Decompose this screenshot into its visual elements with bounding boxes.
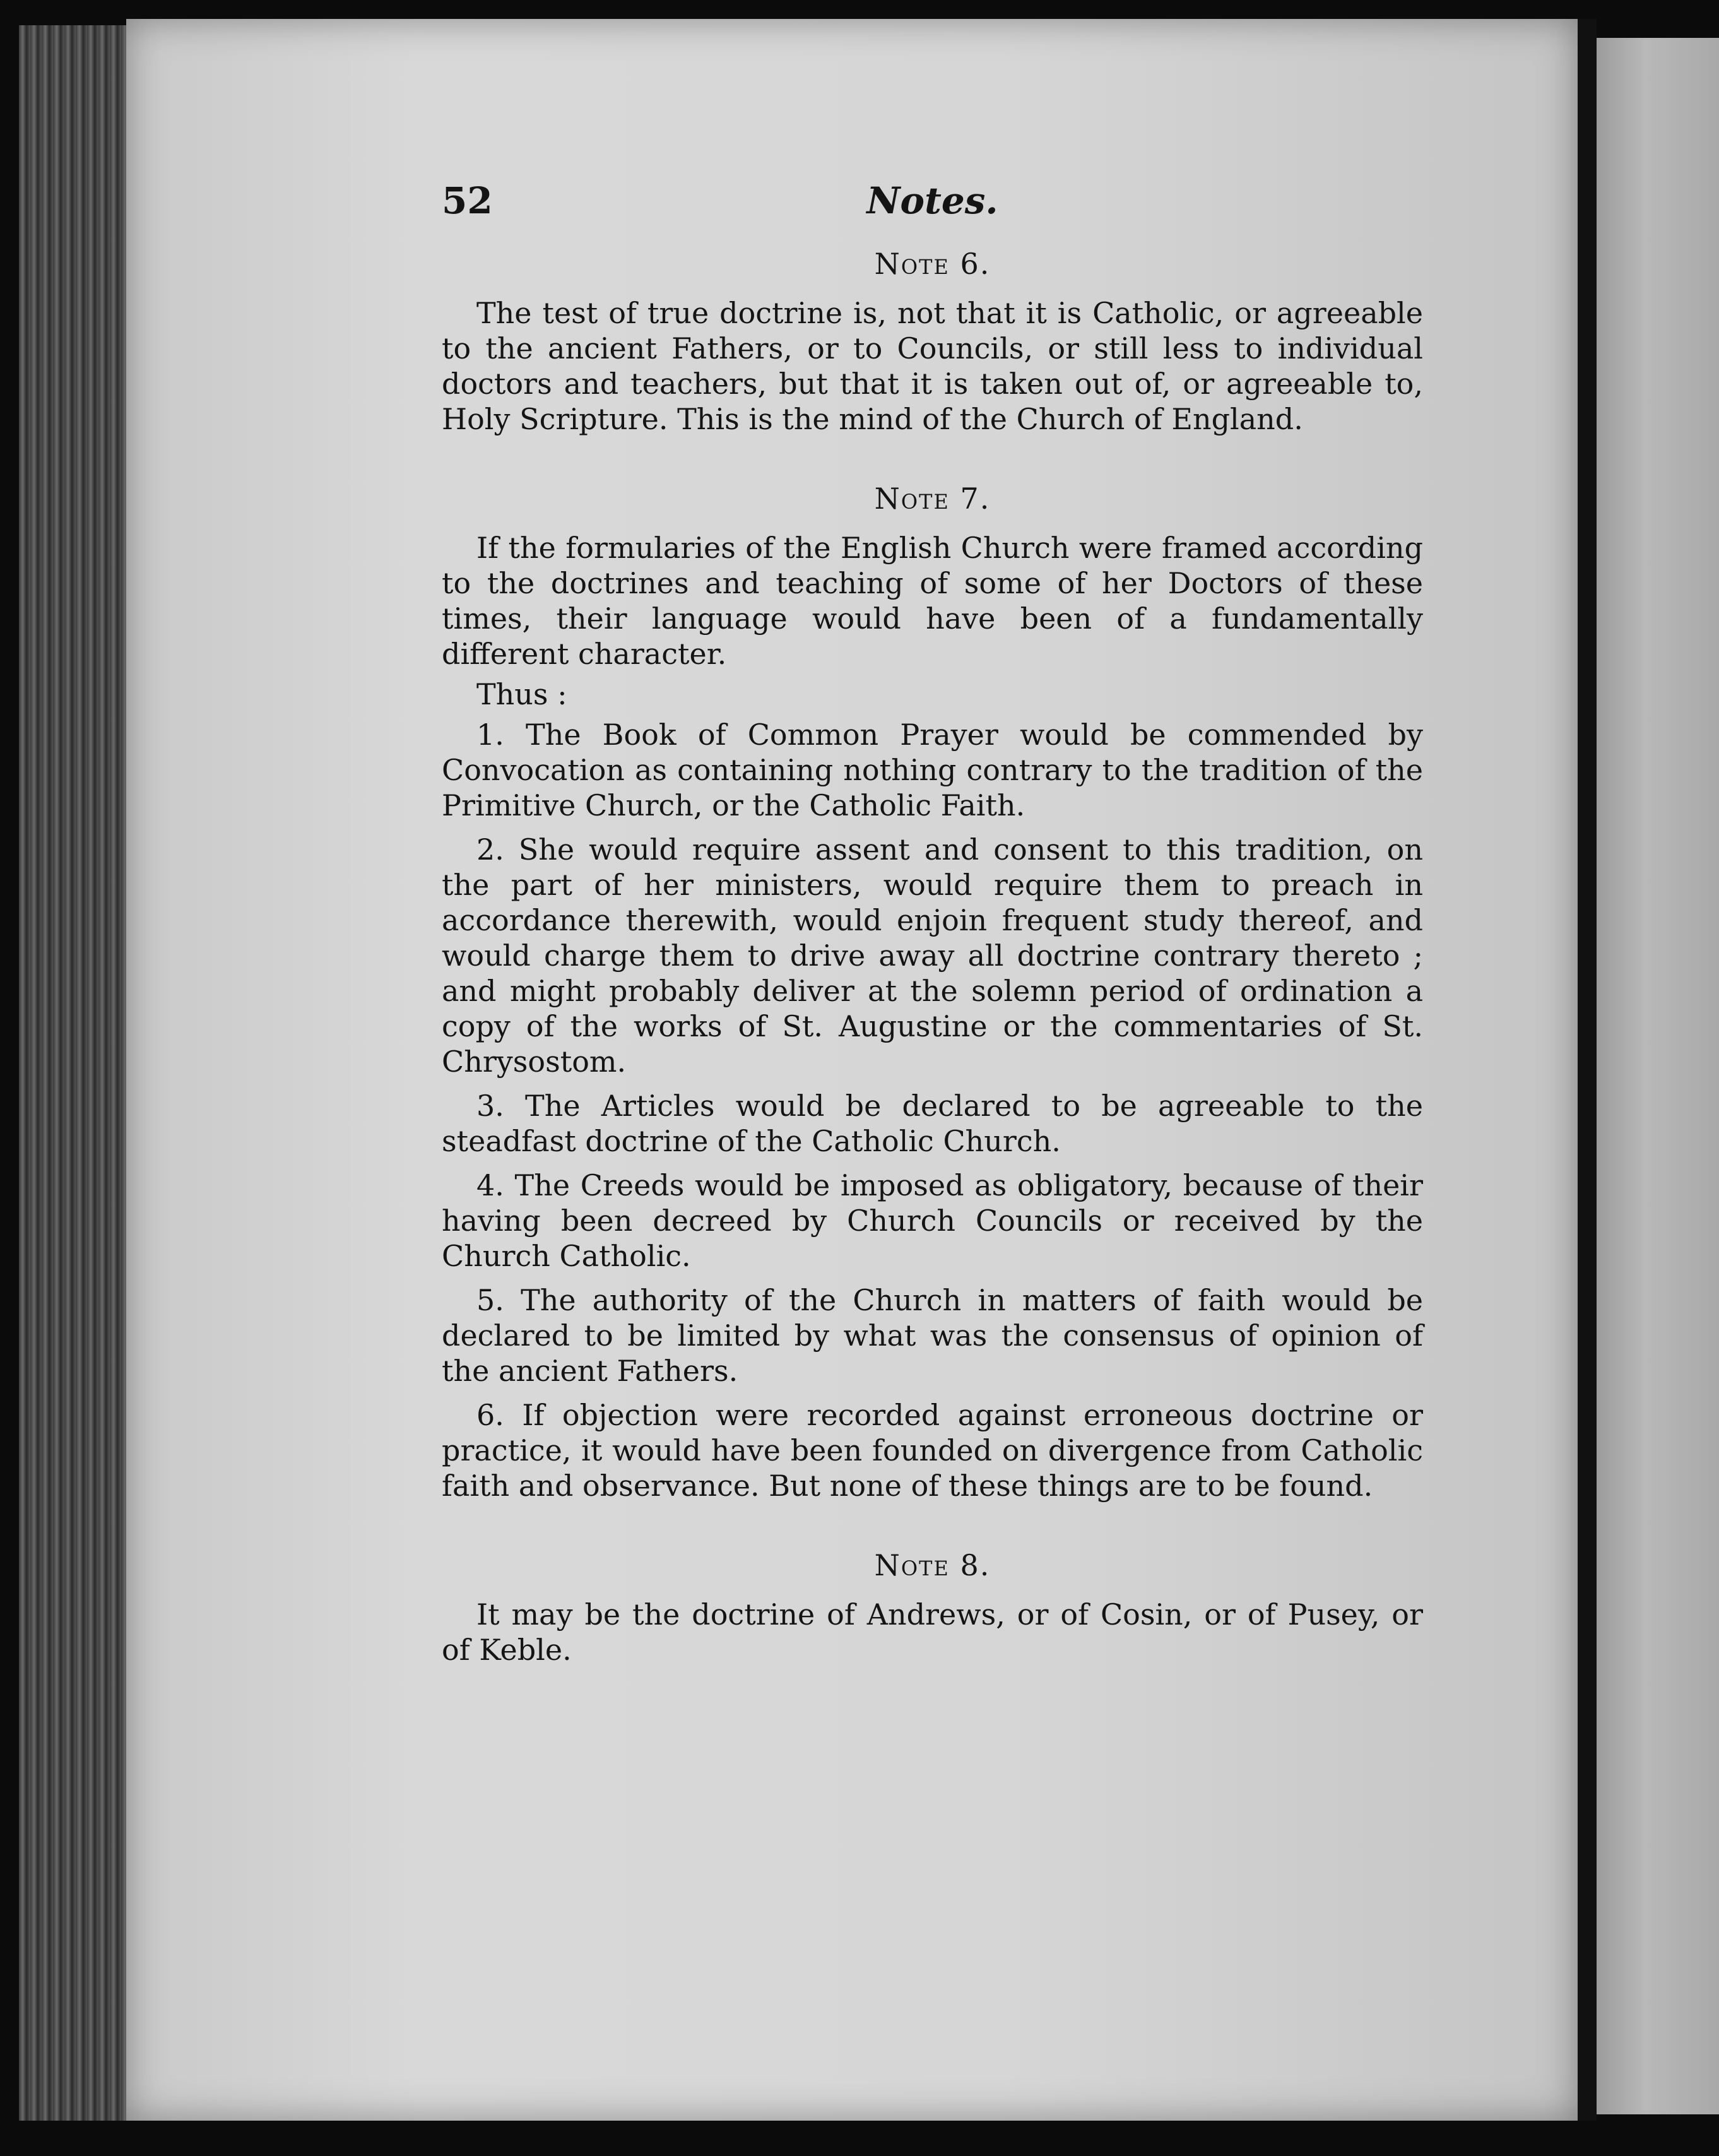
list-item: 3. The Articles would be declared to be agreeable to the steadfast doctrine of the Catholic Church. bbox=[442, 1089, 1423, 1158]
book-gutter bbox=[1578, 19, 1597, 2121]
note-paragraph: It may be the doctrine of Andrews, or of Cosin, or of Pusey, or of Keble. bbox=[442, 1597, 1423, 1667]
book-page-edges bbox=[19, 25, 133, 2121]
facing-page-edge bbox=[1597, 38, 1719, 2114]
page-text bbox=[442, 179, 1423, 1673]
note-paragraph: If the formularies of the English Church were framed according to the doctrines and teaching of some of her Doctors of these times, their language would have been of a fundamentally different character. bbox=[442, 531, 1423, 671]
running-head bbox=[442, 179, 1423, 234]
list-item: 6. If objection were recorded against erroneous doctrine or practice, it would have been founded on divergence from Catholic faith and observance. But none of these things are to be found. bbox=[442, 1398, 1423, 1503]
note-paragraph: The test of true doctrine is, not that it is Catholic, or agreeable to the ancient Fathers, or to Councils, or still less to individual doctors and teachers, but that it is taken out of, or agreeable to, Holy Scripture. This is the mind of the Church of England. bbox=[442, 296, 1423, 436]
list-item: 2. She would require assent and consent to this tradition, on the part of her ministers, would require them to preach in accordance therewith, would enjoin frequent study thereof, and would charge them to drive away all doctrine contrary thereto ; and might probably deliver at the solemn period of ordination a copy of the works of St. Augustine or the commentaries of St. Chrysostom. bbox=[442, 832, 1423, 1079]
note-heading: Note 7. bbox=[874, 482, 991, 516]
note-thus: Thus : bbox=[476, 677, 567, 711]
list-item: 4. The Creeds would be imposed as obligatory, because of their having been decreed by Church Councils or received by the Church Catholic. bbox=[442, 1168, 1423, 1273]
list-item: 1. The Book of Common Prayer would be commended by Convocation as containing nothing contrary to the tradition of the Primitive Church, or the Catholic Faith. bbox=[442, 718, 1423, 822]
running-title: Notes. bbox=[866, 179, 998, 222]
note-heading: Note 6. bbox=[874, 247, 991, 281]
page-number: 52 bbox=[442, 179, 493, 222]
list-item: 5. The authority of the Church in matters of faith would be declared to be limited by what was the consensus of opinion of the ancient Fathers. bbox=[442, 1283, 1423, 1388]
note-heading: Note 8. bbox=[874, 1548, 991, 1582]
note-8 bbox=[442, 1548, 1423, 1667]
note-6 bbox=[442, 246, 1423, 437]
note-7 bbox=[442, 481, 1423, 1503]
